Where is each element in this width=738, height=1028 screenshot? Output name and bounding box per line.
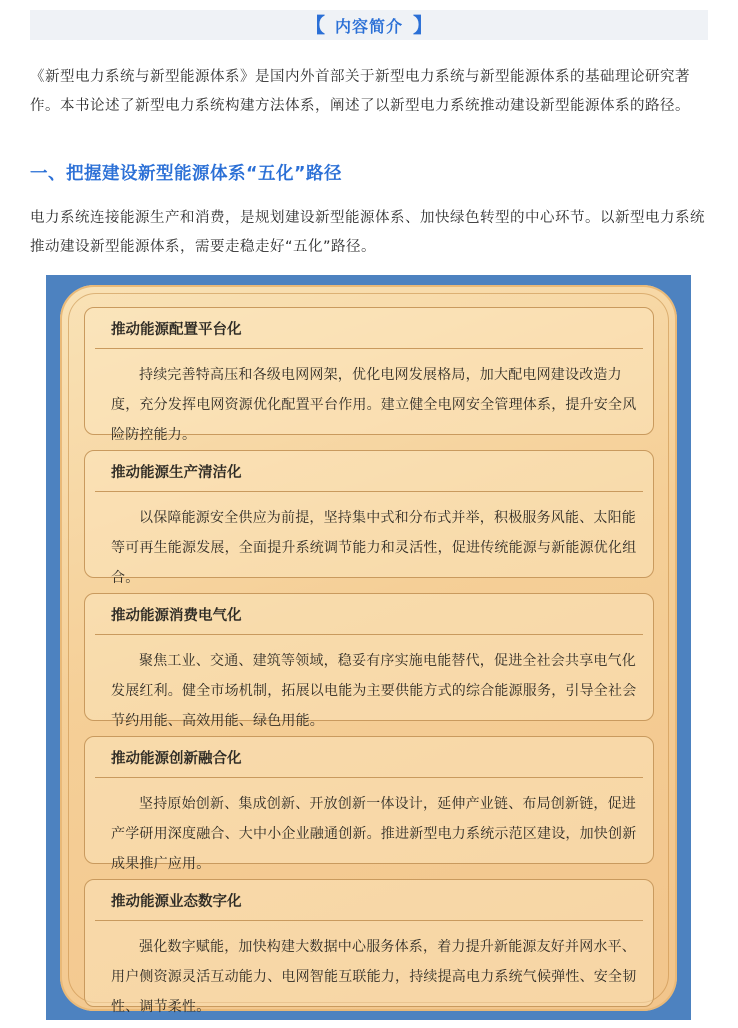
section-paragraph-text: 电力系统连接能源生产和消费，是规划建设新型能源体系、加快绿色转型的中心环节。以新型电力系统推动建设新型能源体系，需要走稳走好“五化”路径。 <box>30 210 705 255</box>
card-body: 以保障能源安全供应为前提，坚持集中式和分布式并举，积极服务风能、太阳能等可再生能源发展，全面提升系统调节能力和灵活性，促进传统能源与新能源优化组合。 <box>111 510 637 586</box>
card-divider <box>95 777 643 778</box>
card-platform <box>84 307 654 443</box>
card-clean-production <box>84 450 654 586</box>
intro-paragraph <box>30 63 710 121</box>
card-body: 持续完善特高压和各级电网网架，优化电网发展格局，加大配电网建设改造力度，充分发挥电网资源优化配置平台作用。建立健全电网安全管理体系，提升安全风险防控能力。 <box>111 367 637 443</box>
card-title: 推动能源创新融合化 <box>111 750 242 767</box>
card-body: 坚持原始创新、集成创新、开放创新一体设计，延伸产业链、布局创新链，促进产学研用深度融合、大中小企业融通创新。推进新型电力系统示范区建设，加快创新成果推广应用。 <box>111 796 637 872</box>
infographic-panel <box>60 285 677 1015</box>
card-divider <box>95 348 643 349</box>
card-innovation <box>84 736 654 872</box>
section-heading: 一、把握建设新型能源体系“五化”路径 <box>30 164 343 184</box>
card-title: 推动能源消费电气化 <box>111 607 242 624</box>
card-divider <box>95 491 643 492</box>
card-divider <box>95 920 643 921</box>
infographic-frame <box>46 275 691 1020</box>
card-electrification <box>84 593 654 729</box>
section-header-bar <box>30 10 708 40</box>
card-title: 推动能源配置平台化 <box>111 321 242 338</box>
section-header-title: 内容简介 <box>334 16 403 36</box>
card-title: 推动能源业态数字化 <box>111 893 242 910</box>
card-title: 推动能源生产清洁化 <box>111 464 242 481</box>
left-bracket: 【 <box>304 13 325 37</box>
right-bracket: 】 <box>413 13 433 37</box>
card-body: 聚焦工业、交通、建筑等领域，稳妥有序实施电能替代，促进全社会共享电气化发展红利。健全市场机制，拓展以电能为主要供能方式的综合能源服务，引导全社会节约用能、高效用能、绿色用能。 <box>111 653 637 729</box>
card-body: 强化数字赋能，加快构建大数据中心服务体系，着力提升新能源友好并网水平、用户侧资源灵活互动能力、电网智能互联能力，持续提高电力系统气候弹性、安全韧性、调节柔性。 <box>111 939 637 1015</box>
card-digitalization <box>84 879 654 1015</box>
section-paragraph <box>30 204 710 262</box>
intro-text: 《新型电力系统与新型能源体系》是国内外首部关于新型电力系统与新型能源体系的基础理论研究著作。本书论述了新型电力系统构建方法体系，阐述了以新型电力系统推动建设新型能源体系的路径。 <box>30 69 690 114</box>
card-divider <box>95 634 643 635</box>
